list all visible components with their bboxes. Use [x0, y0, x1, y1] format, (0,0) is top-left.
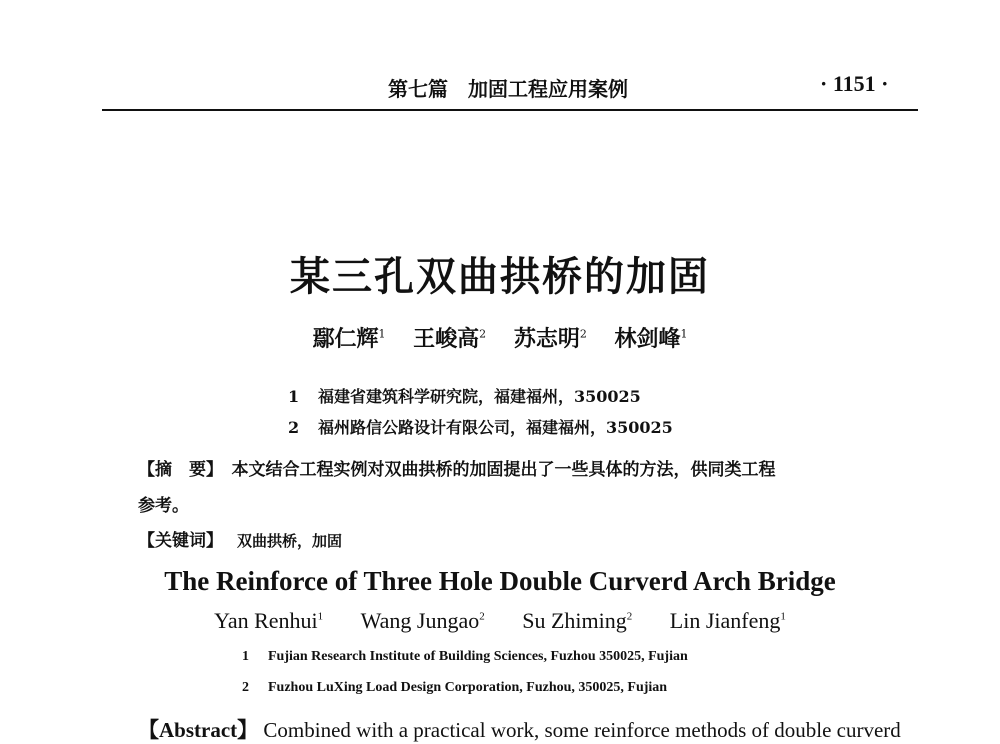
keywords-cn-label: 【关键词】 — [138, 531, 223, 551]
abstract-en-label: 【Abstract】 — [138, 718, 259, 742]
affiliation-en: 1 Fujian Research Institute of Building Sciences, Fuzhou 350025, Fujian — [242, 649, 688, 664]
author-cn: 苏志明$^2$ — [513, 326, 587, 352]
header-rule — [102, 109, 918, 111]
keywords-cn: 【关键词】 双曲拱桥，加固 — [138, 531, 343, 551]
author-list-en — [0, 608, 1000, 634]
running-head — [0, 73, 1000, 103]
paper-title-en: The Reinforce of Three Hole Double Curverd Arch Bridge — [164, 566, 836, 596]
author-en: Yan Renhui$^1$ — [214, 608, 324, 633]
abstract-cn-label: 【摘 要】 — [138, 460, 215, 480]
author-cn: 王峻高$^2$ — [413, 326, 487, 352]
author-cn: 林剑峰$^1$ — [614, 326, 688, 352]
abstract-cn: 【摘 要】 本文结合工程实例对双曲拱桥的加固提出了一些具体的方法，供同类工程 参考。 — [138, 460, 776, 516]
author-list-cn — [0, 322, 1000, 353]
affiliation-cn: 2 福州路信公路设计有限公司，福建福州，350025 — [288, 418, 673, 437]
running-head-section: 第七篇 加固工程应用案例 — [388, 77, 628, 101]
author-en: Su Zhiming$^2$ — [522, 608, 633, 633]
affiliation-en: 2 Fuzhou LuXing Load Design Corporation, Fuzhou, 350025, Fujian — [242, 680, 668, 695]
author-cn: 鄢仁辉$^1$ — [312, 326, 386, 352]
author-en: Lin Jianfeng$^1$ — [669, 608, 786, 633]
page-number: · 1151 · — [820, 71, 889, 96]
abstract-en: 【Abstract】 Combined with a practical work, some reinforce methods of double curverd — [138, 718, 901, 742]
author-en: Wang Jungao$^2$ — [360, 608, 485, 633]
paper-title-cn: 某三孔双曲拱桥的加固 — [290, 253, 710, 300]
affiliation-cn: 1 福建省建筑科学研究院，福建福州，350025 — [288, 387, 641, 406]
